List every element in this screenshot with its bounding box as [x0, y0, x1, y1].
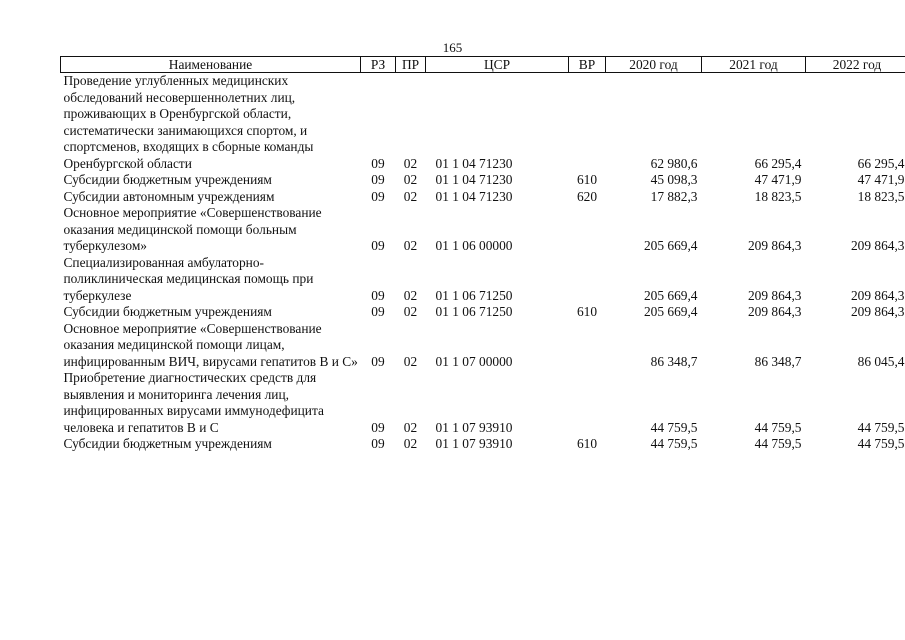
table-row: [61, 172, 905, 189]
row-vr: 620: [576, 188, 598, 204]
row-vr: [569, 205, 606, 255]
row-rz: 09: [371, 304, 385, 319]
row-2020: 62 980,6: [650, 155, 698, 171]
row-name: Проведение углубленных медицинских обследований несовершеннолетних лиц, проживающих в Оренбургской области, систематически занимающихся спортом, и спортсменов, входящих в сборные команды Оренбургской области: [63, 73, 314, 171]
row-2021: 86 348,7: [754, 353, 802, 369]
row-csr: 01 1 07 93910: [435, 419, 513, 435]
row-2020: 17 882,3: [650, 188, 698, 204]
row-2021: 209 864,3: [747, 238, 802, 253]
table-header: [61, 57, 905, 73]
header-2021: 2021 год: [702, 57, 806, 73]
row-name: Основное мероприятие «Совершенствование оказания медицинской помощи больным туберкулезом»: [63, 205, 322, 253]
row-csr: 01 1 07 00000: [435, 353, 513, 369]
row-2021: 44 759,5: [754, 419, 802, 435]
row-2020: 205 669,4: [643, 304, 698, 319]
row-vr: [569, 73, 606, 173]
row-2022: 47 471,9: [857, 172, 905, 187]
row-name: Основное мероприятие «Совершенствование оказания медицинской помощи лицам, инфицированным ВИЧ, вирусами гепатитов В и С»: [63, 320, 358, 369]
table-row: [61, 255, 905, 305]
row-2020: 44 759,5: [650, 419, 698, 435]
row-2021: 66 295,4: [754, 155, 802, 171]
header-vr: ВР: [569, 57, 606, 73]
row-2022: 44 759,5: [857, 436, 905, 451]
row-csr: 01 1 04 71230: [435, 155, 513, 171]
row-pr: 02: [403, 304, 418, 319]
row-2020: 45 098,3: [650, 172, 698, 187]
row-csr: 01 1 06 71250: [435, 304, 513, 319]
table-row: [61, 205, 905, 255]
row-2021: 18 823,5: [754, 188, 802, 204]
row-rz: 09: [371, 155, 385, 171]
table-row: [61, 436, 905, 453]
row-2022: 209 864,3: [850, 304, 905, 319]
row-vr: [569, 255, 606, 305]
row-csr: 01 1 07 93910: [435, 436, 513, 451]
row-2022: 209 864,3: [850, 287, 905, 303]
row-pr: 02: [403, 436, 418, 451]
row-pr: 02: [403, 353, 418, 369]
row-name: Специализированная амбулаторно-поликлиническая медицинская помощь при туберкулезе: [63, 254, 314, 303]
header-rz: РЗ: [361, 57, 396, 73]
row-2020: 205 669,4: [643, 287, 698, 303]
row-pr: 02: [403, 238, 418, 253]
row-name: Приобретение диагностических средств для выявления и мониторинга лечения лиц, инфицированных вирусами иммунодефицита человека и гепатитов В и С: [63, 370, 324, 435]
row-2020: 44 759,5: [650, 436, 698, 451]
row-csr: 01 1 06 71250: [435, 287, 513, 303]
header-2020: 2020 год: [606, 57, 702, 73]
header-csr: ЦСР: [426, 57, 569, 73]
row-name: Субсидии бюджетным учреждениям: [63, 436, 272, 451]
row-2022: 18 823,5: [857, 188, 905, 204]
row-vr: [569, 370, 606, 436]
header-pr: ПР: [396, 57, 426, 73]
row-2020: 86 348,7: [650, 353, 698, 369]
row-vr: 610: [576, 436, 598, 451]
row-vr: 610: [576, 304, 598, 319]
row-pr: 02: [403, 188, 418, 204]
row-rz: 09: [371, 353, 385, 369]
budget-table: [60, 56, 905, 453]
row-name: Субсидии бюджетным учреждениям: [63, 304, 272, 319]
table-row: [61, 321, 905, 371]
row-rz: 09: [371, 172, 385, 187]
header-2022: 2022 год: [806, 57, 905, 73]
row-rz: 09: [371, 188, 385, 204]
row-2021: 209 864,3: [747, 304, 802, 319]
row-2021: 44 759,5: [754, 436, 802, 451]
row-2021: 47 471,9: [754, 172, 802, 187]
row-2022: 209 864,3: [850, 238, 905, 253]
row-pr: 02: [403, 155, 418, 171]
row-name: Субсидии бюджетным учреждениям: [63, 172, 272, 187]
row-pr: 02: [403, 172, 418, 187]
row-vr: [569, 321, 606, 371]
row-vr: 610: [576, 172, 598, 187]
row-rz: 09: [371, 419, 385, 435]
row-2022: 66 295,4: [857, 155, 905, 171]
row-2021: 209 864,3: [747, 287, 802, 303]
row-pr: 02: [403, 419, 418, 435]
row-2022: 86 045,4: [857, 353, 905, 369]
row-csr: 01 1 04 71230: [435, 172, 513, 187]
row-rz: 09: [371, 436, 385, 451]
row-pr: 02: [403, 287, 418, 303]
header-name: Наименование: [61, 57, 361, 73]
row-csr: 01 1 06 00000: [435, 238, 513, 253]
header-row: [61, 57, 905, 73]
table-row: [61, 189, 905, 206]
table-row: [61, 370, 905, 436]
table-row: [61, 304, 905, 321]
row-rz: 09: [371, 238, 385, 253]
row-rz: 09: [371, 287, 385, 303]
table-body: [61, 73, 905, 453]
row-name: Субсидии автономным учреждениям: [63, 188, 275, 204]
table-row: [61, 73, 905, 173]
page-number: 165: [442, 40, 463, 55]
row-2022: 44 759,5: [857, 419, 905, 435]
row-2020: 205 669,4: [643, 238, 698, 253]
row-csr: 01 1 04 71230: [435, 188, 513, 204]
